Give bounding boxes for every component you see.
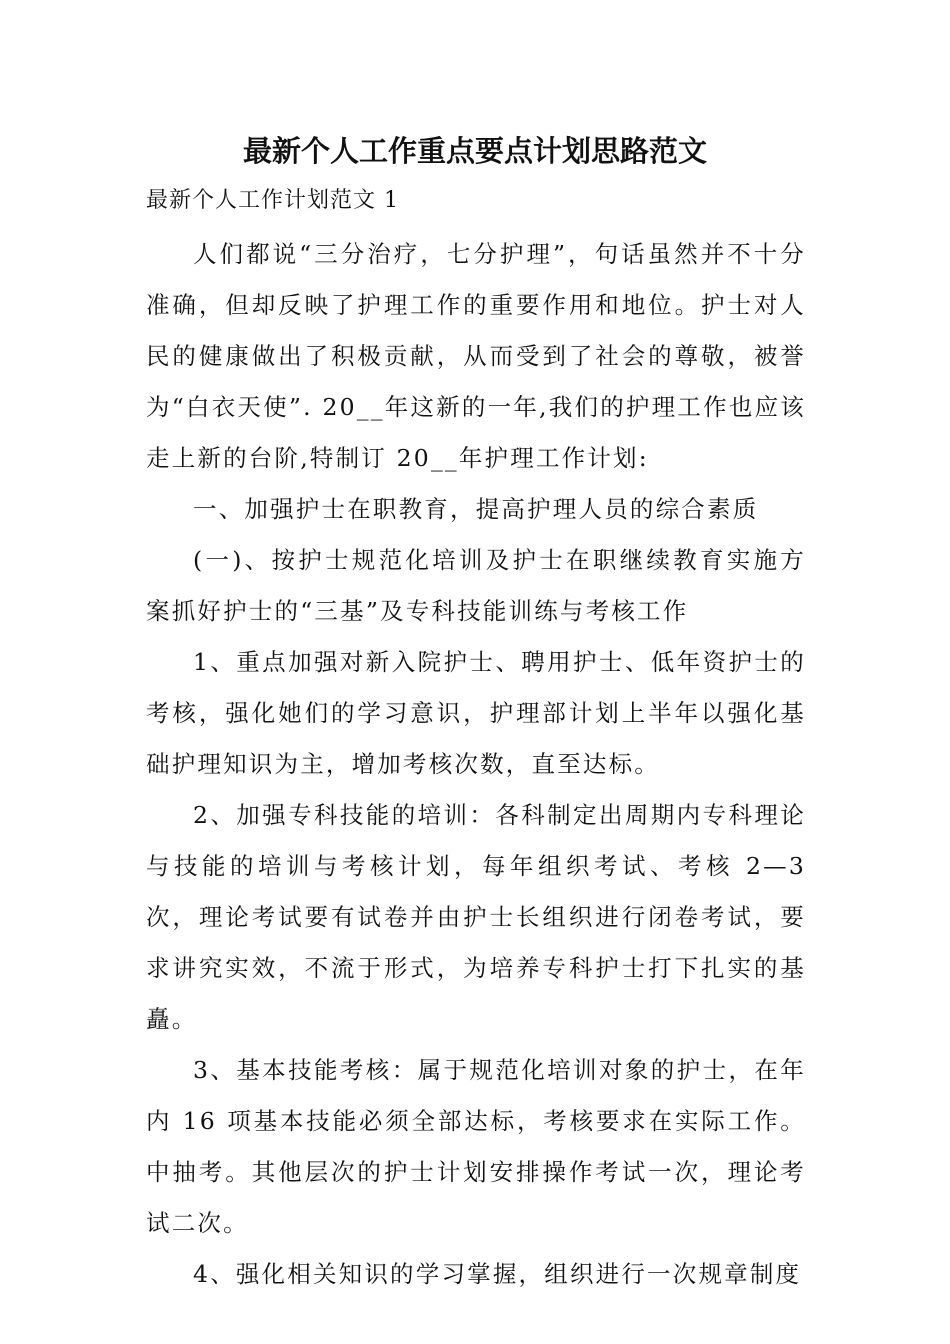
paragraph-section-heading: 一、加强护士在职教育，提高护理人员的综合素质 xyxy=(193,495,759,523)
paragraph-item-3: 3、基本技能考核：属于规范化培训对象的护士，在年内 16 项基本技能必须全部达标，考核要求在实际工作。中抽考。其他层次的护士计划安排操作考试一次，理论考试二次。 xyxy=(146,1056,806,1237)
document-title: 最新个人工作重点要点计划思路范文 xyxy=(242,134,707,168)
paragraph-intro: 人们都说“三分治疗，七分护理”，句话虽然并不十分准确，但却反映了护理工作的重要作用和地位。护士对人民的健康做出了积极贡献，从而受到了社会的尊敬，被誉为“白衣天使”. 20__年这新的一年,我们的护理工作也应该走上新的台阶,特制订 20__年护理工作计划: xyxy=(146,240,806,472)
paragraph-item-2: 2、加强专科技能的培训：各科制定出周期内专科理论与技能的培训与考核计划，每年组织考试、考核 2—3 次，理论考试要有试卷并由护士长组织进行闭卷考试，要求讲究实效，不流于形式，为培养专科护士打下扎实的基矗。 xyxy=(146,801,806,1033)
paragraph-item-4: 4、强化相关知识的学习掌握，组织进行一次规章制度 xyxy=(193,1260,802,1288)
document-subtitle: 最新个人工作计划范文 1 xyxy=(146,188,399,213)
document-body xyxy=(146,229,806,1300)
paragraph-item-1: 1、重点加强对新入院护士、聘用护士、低年资护士的考核，强化她们的学习意识，护理部计划上半年以强化基础护理知识为主，增加考核次数，直至达标。 xyxy=(146,648,806,778)
paragraph-subsection-heading: (一)、按护士规范化培训及护士在职继续教育实施方案抓好护士的“三基”及专科技能训练与考核工作 xyxy=(146,546,806,625)
